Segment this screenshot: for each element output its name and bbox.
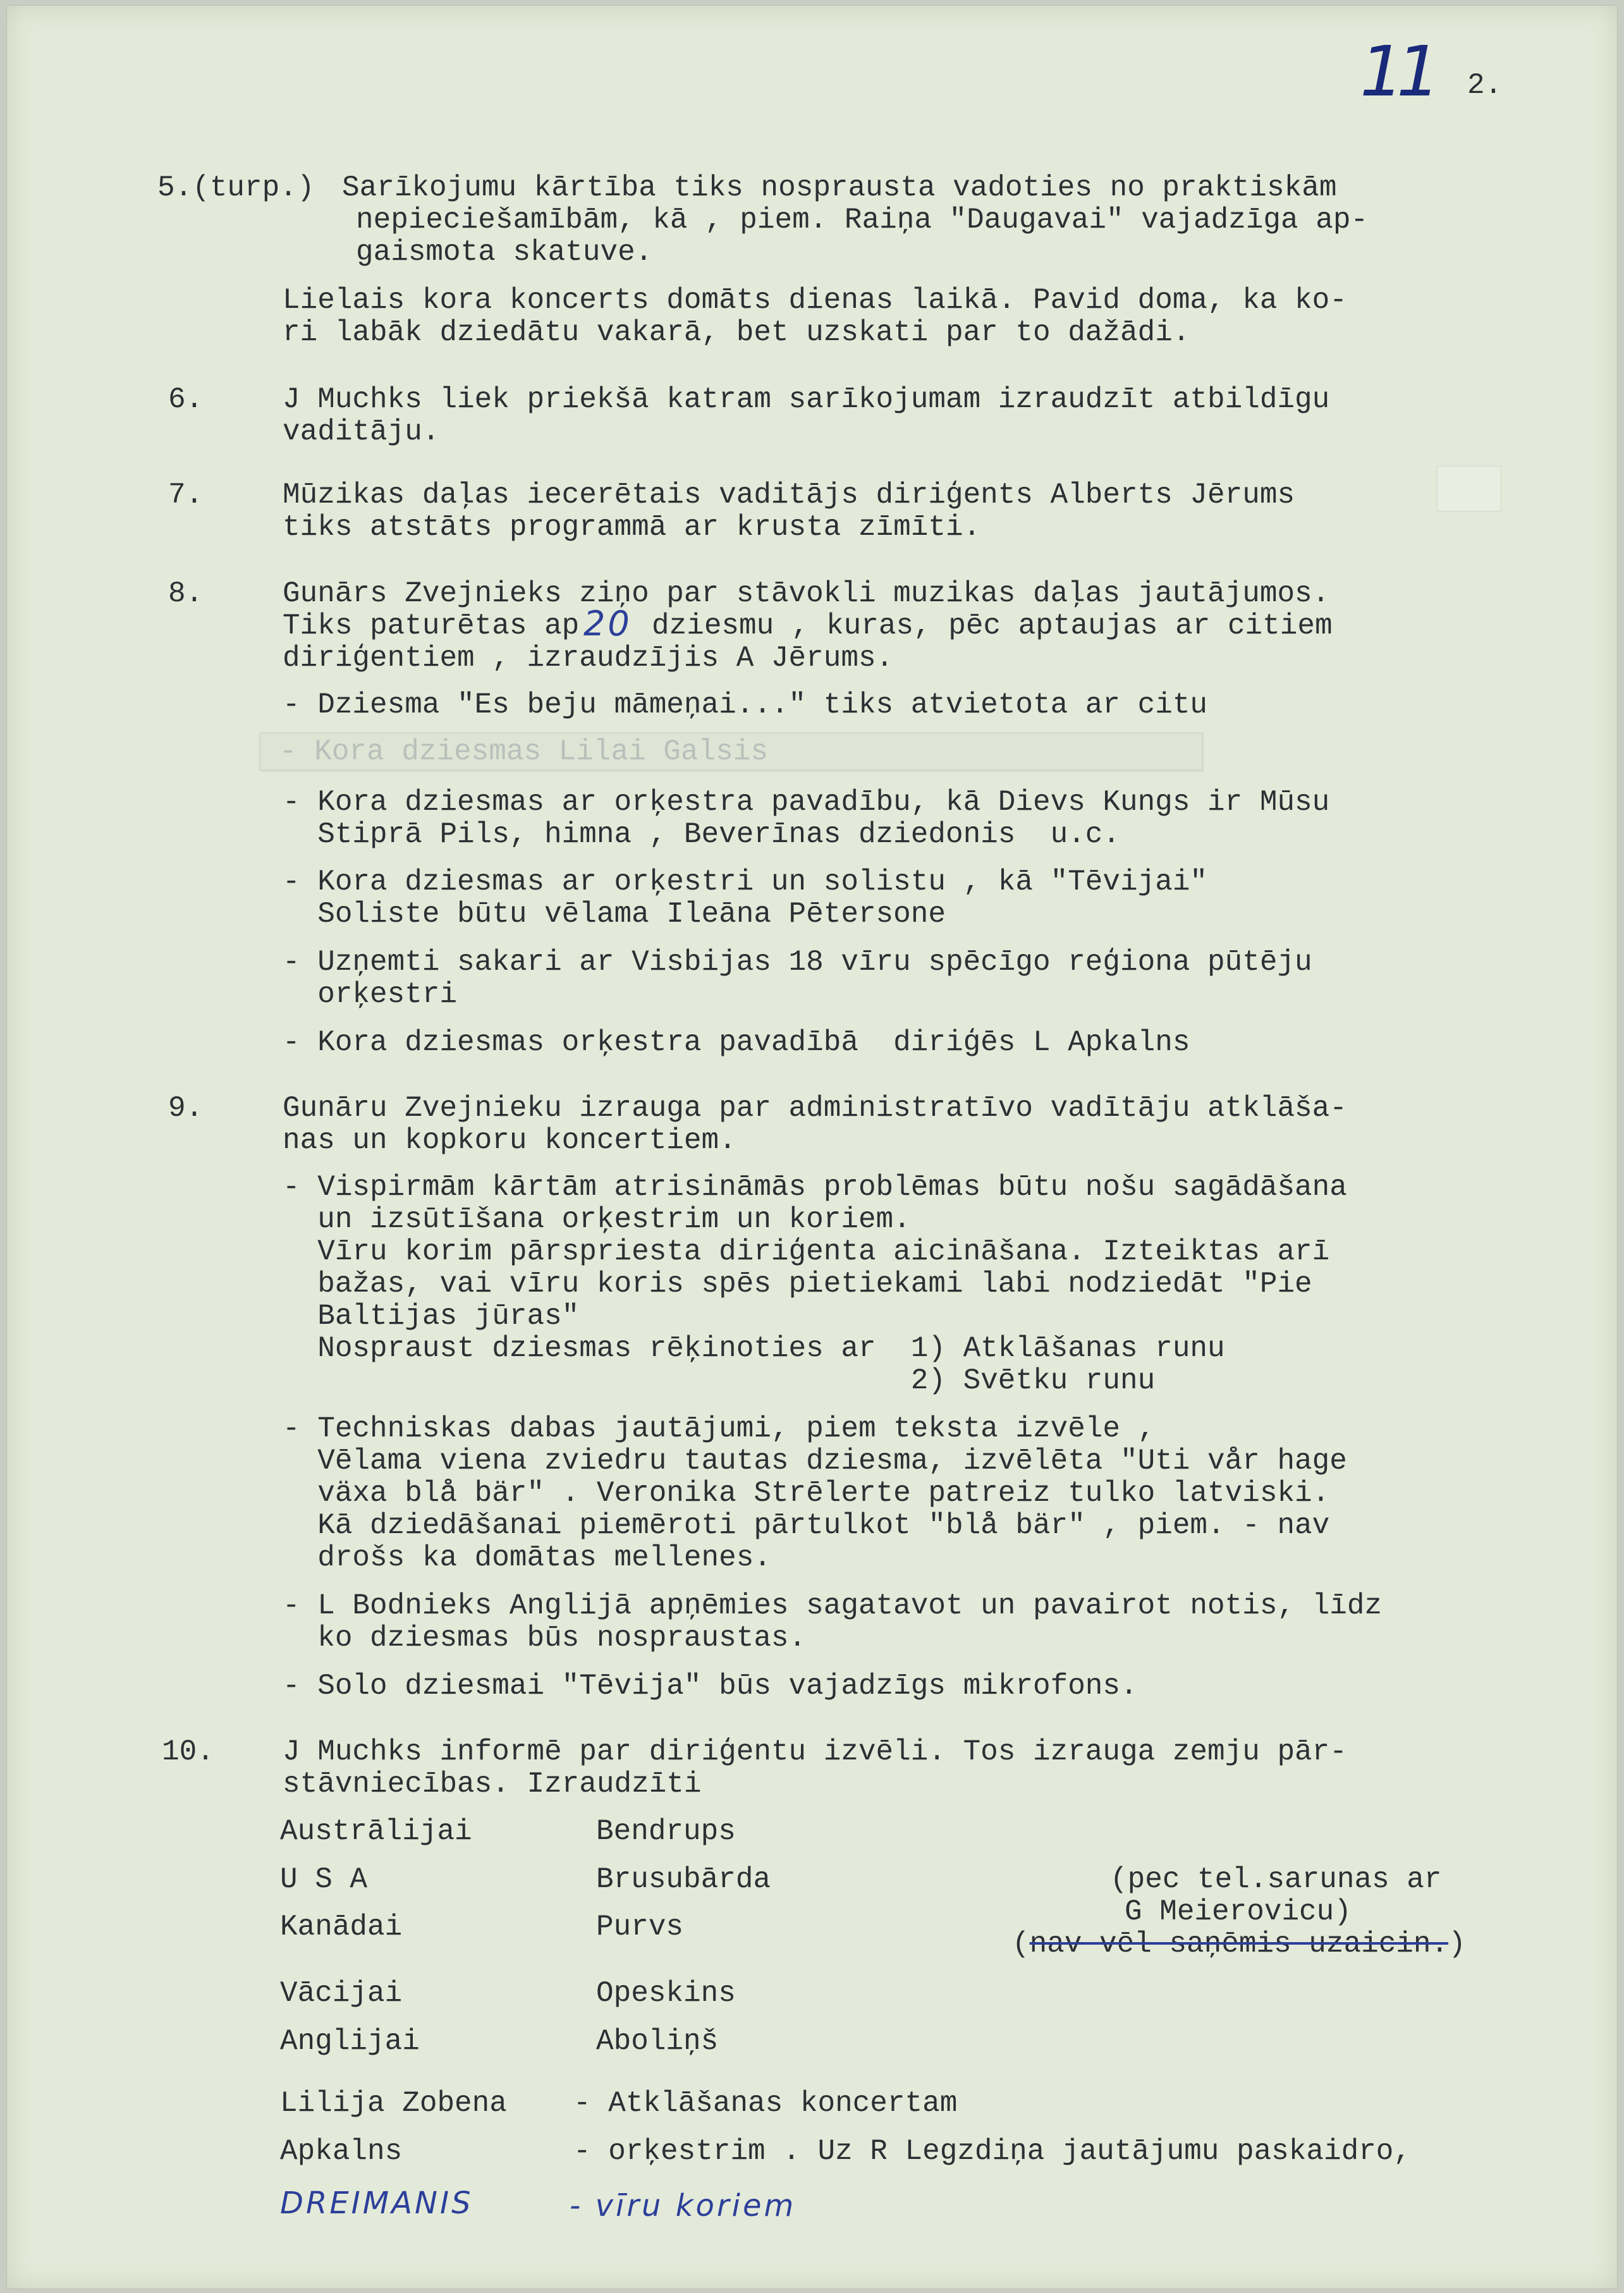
- item-8-bullet-1: - Dziesma "Es beju māmeņai..." tiks atvietota ar citu: [283, 688, 1208, 721]
- item-8-line-1: Gunārs Zvejnieks ziņo par stāvokli muzikas daļas jautājumos.: [283, 577, 1330, 610]
- conductor-name: Bendrups: [596, 1815, 736, 1848]
- item-8-bullet-4b: orķestri: [283, 978, 458, 1011]
- item-5-number: 5.(turp.): [157, 171, 315, 204]
- item-8-line-3: diriģentiem , izraudzījis A Jērums.: [283, 642, 894, 675]
- item-8-bullet-5: - Kora dziesmas orķestra pavadībā diriģēs L Apkalns: [283, 1026, 1190, 1059]
- item-10-line-2: stāvniecības. Izraudzīti: [283, 1768, 702, 1801]
- pasted-paper-strip: [260, 733, 1203, 771]
- item-9-number: 9.: [168, 1092, 204, 1125]
- item-8-line-2a: Tiks paturētas ap: [283, 609, 580, 642]
- struck-through-text: nav vēl saņēmis uzaicin.: [1029, 1928, 1449, 1960]
- paren-close: ): [1448, 1928, 1466, 1960]
- assignment-role: - Atklāšanas koncertam: [573, 2087, 958, 2120]
- document-page: [6, 5, 1618, 2289]
- item-7-line-1: Mūzikas daļas iecerētais vaditājs diriģents Alberts Jērums: [283, 479, 1295, 511]
- phone-note-line-2: G Meierovicu): [1125, 1895, 1352, 1928]
- item-9-bullet-1c: Vīru korim pārspriesta diriģenta aicināšana. Izteiktas arī: [283, 1235, 1330, 1268]
- item-9-bullet-1e: Baltijas jūras": [283, 1300, 580, 1333]
- item-5-line-3: gaismota skatuve.: [356, 236, 653, 269]
- obscured-text: - Kora dziesmas Lilai Galsis: [279, 735, 768, 768]
- handwritten-number-20: 20: [583, 604, 632, 644]
- item-9-bullet-3b: ko dziesmas būs nospraustas.: [283, 1622, 807, 1654]
- item-5-line-4: Lielais kora koncerts domāts dienas laikā. Pavid doma, ka ko-: [283, 284, 1347, 317]
- item-9-bullet-2a: - Techniskas dabas jautājumi, piem teksta izvēle ,: [283, 1412, 1156, 1445]
- assignment-name: Apkalns: [280, 2135, 403, 2168]
- conductor-country: U S A: [280, 1863, 368, 1896]
- conductor-name: Opeskins: [596, 1977, 736, 2010]
- item-8-bullet-3a: - Kora dziesmas ar orķestri un solistu , kā "Tēvijai": [283, 865, 1208, 898]
- phone-note-line-1: (pec tel.sarunas ar: [1110, 1863, 1442, 1896]
- conductor-country: Anglijai: [280, 2025, 420, 2058]
- page-number: 2.: [1467, 69, 1503, 102]
- item-8-bullet-2a: - Kora dziesmas ar orķestra pavadību, kā Dievs Kungs ir Mūsu: [283, 786, 1330, 819]
- item-8-bullet-4a: - Uzņemti sakari ar Visbijas 18 vīru spēcīgo reģiona pūtēju: [283, 946, 1312, 979]
- item-9-bullet-1a: - Vispirmām kārtām atrisināmās problēmas būtu nošu sagādāšana: [283, 1171, 1347, 1204]
- handwritten-folio-number: 11: [1360, 31, 1433, 112]
- paper-tape-patch: [1437, 466, 1501, 511]
- conductor-name: Aboliņš: [596, 2025, 719, 2058]
- item-9-line-1: Gunāru Zvejnieku izrauga par administratīvo vadītāju atklāša-: [283, 1092, 1347, 1125]
- item-9-bullet-2b: Vēlama viena zviedru tautas dziesma, izvēlēta "Uti vår hage: [283, 1445, 1347, 1477]
- item-10-number: 10.: [162, 1735, 214, 1768]
- item-7-number: 7.: [168, 479, 204, 511]
- item-9-bullet-2c: växa blå bär" . Veronika Strēlerte patreiz tulko latviski.: [283, 1477, 1330, 1510]
- item-5-line-5: ri labāk dziedātu vakarā, bet uzskati par to dažādi.: [283, 316, 1190, 349]
- assignment-role: - orķestrim . Uz R Legzdiņa jautājumu paskaidro,: [573, 2135, 1412, 2168]
- item-8-bullet-2b: Stiprā Pils, himna , Beverīnas dziedonis u.c.: [283, 818, 1121, 851]
- item-9-bullet-1d: bažas, vai vīru koris spēs pietiekami labi nodziedāt "Pie: [283, 1268, 1312, 1300]
- item-7-line-2: tiks atstāts programmā ar krusta zīmīti.: [283, 511, 981, 544]
- handwritten-role: - vīru koriem: [570, 2188, 797, 2223]
- item-9-bullet-4: - Solo dziesmai "Tēvija" būs vajadzīgs mikrofons.: [283, 1670, 1138, 1703]
- paren-open: (: [1012, 1928, 1030, 1960]
- item-10-line-1: J Muchks informē par diriģentu izvēli. Tos izrauga zemju pār-: [283, 1735, 1347, 1768]
- conductor-name: Purvs: [596, 1911, 684, 1943]
- item-8-number: 8.: [168, 577, 204, 610]
- item-9-bullet-1g: 2) Svētku runu: [283, 1364, 1156, 1397]
- item-8-line-2c: dziesmu , kuras, pēc aptaujas ar citiem: [652, 609, 1333, 642]
- item-9-line-2: nas un kopkoru koncertiem.: [283, 1124, 736, 1157]
- conductor-name: Brusubārda: [596, 1863, 771, 1896]
- conductor-country: Vācijai: [280, 1977, 403, 2010]
- item-9-bullet-1b: un izsūtīšana orķestrim un koriem.: [283, 1203, 911, 1236]
- item-5-line-2: nepieciešamībām, kā , piem. Raiņa "Daugavai" vajadzīga ap-: [356, 204, 1369, 236]
- item-6-number: 6.: [168, 383, 204, 416]
- assignment-name: Lilija Zobena: [280, 2087, 507, 2120]
- item-9-bullet-2d: Kā dziedāšanai piemēroti pārtulkot "blå bär" , piem. - nav: [283, 1509, 1330, 1542]
- item-9-bullet-1f: Nospraust dziesmas rēķinoties ar 1) Atklāšanas runu: [283, 1332, 1225, 1365]
- conductor-country: Austrālijai: [280, 1815, 472, 1848]
- item-6-line-1: J Muchks liek priekšā katram sarīkojumam izraudzīt atbildīgu: [283, 383, 1330, 416]
- handwritten-name-dreimanis: DREIMANIS: [280, 2186, 473, 2221]
- phone-note-line-3: [1012, 1928, 1466, 1960]
- item-5-line-1: Sarīkojumu kārtība tiks nosprausta vadoties no praktiskām: [342, 171, 1337, 204]
- conductor-country: Kanādai: [280, 1911, 403, 1943]
- item-6-line-2: vaditāju.: [283, 415, 440, 448]
- item-9-bullet-3a: - L Bodnieks Anglijā apņēmies sagatavot un pavairot notis, līdz: [283, 1589, 1383, 1622]
- item-8-bullet-3b: Soliste būtu vēlama Ileāna Pētersone: [283, 898, 946, 931]
- item-9-bullet-2e: drošs ka domātas mellenes.: [283, 1541, 771, 1574]
